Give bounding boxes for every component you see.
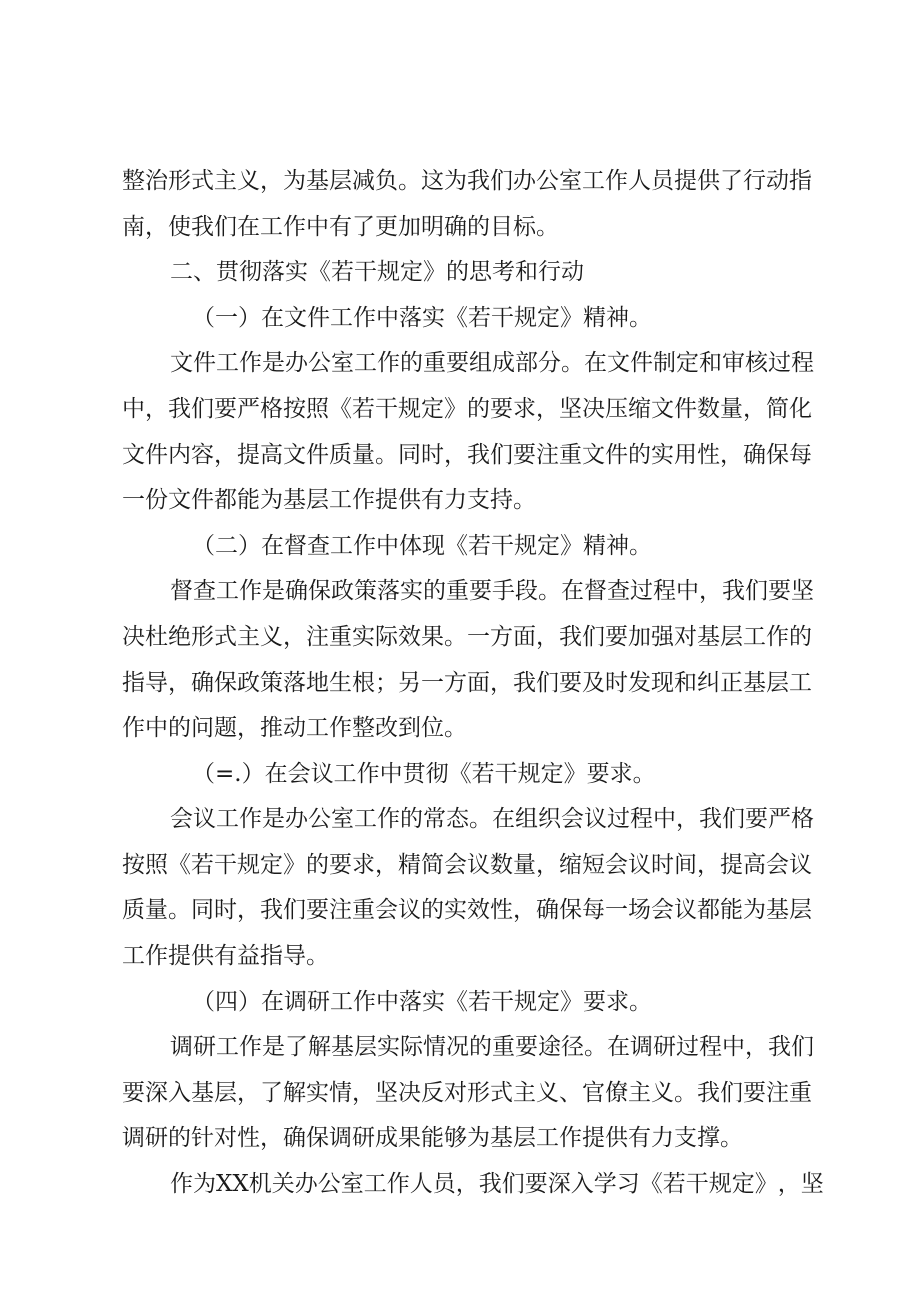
body-line-11: 决 杜 绝 形 式 主 义 ， 注 重 实 际 效 果 。 一 方 面 ， 我 们 要 加 强 对 基 层 工 作 的 <box>122 624 812 650</box>
body-line-20: 调 研 工 作 是 了 解 基 层 实 际 情 况 的 重 要 途 径 。 在 调 研 过 程 中 ， 我 们 <box>170 1034 814 1060</box>
section-heading: 二、贯彻落实《若干规定》的思考和行动 <box>170 259 584 285</box>
body-line-10: 督 查 工 作 是 确 保 政 策 落 实 的 重 要 手 段 。 在 督 查 过 程 中 ， 我 们 要 坚 <box>170 578 814 604</box>
body-line-23: 作 为 X X 机 关 办 公 室 工 作 人 员 ， 我 们 要 深 入 学 习 《 若 干 规 定 》 ， 坚 <box>170 1171 824 1197</box>
body-line-15: 会 议 工 作 是 办 公 室 工 作 的 常 态 。 在 组 织 会 议 过 程 中 ， 我 们 要 严 格 <box>170 806 814 832</box>
subheading-4: （四）在调研工作中落实《若干规定》要求。 <box>192 989 652 1015</box>
body-line-12: 指 导 ， 确 保 政 策 落 地 生 根 ； 另 一 方 面 ， 我 们 要 及 时 发 现 和 纠 正 基 层 工 <box>122 670 812 696</box>
body-line-7: 文 件 内 容 ， 提 高 文 件 质 量 。 同 时 ， 我 们 要 注 重 文 件 的 实 用 性 ， 确 保 每 <box>122 442 812 468</box>
subheading-2: （二）在督查工作中体现《若干规定》精神。 <box>192 533 652 559</box>
body-line-16: 按 照 《 若 干 规 定 》 的 要 求 ， 精 简 会 议 数 量 ， 缩 短 会 议 时 间 ， 提 高 会 议 <box>122 852 812 878</box>
body-line-2: 南，使我们在工作中有了更加明确的目标。 <box>122 214 559 240</box>
subheading-1: （一）在文件工作中落实《若干规定》精神。 <box>192 305 652 331</box>
body-line-13: 作中的问题，推动工作整改到位。 <box>122 715 467 741</box>
body-line-18: 工作提供有益指导。 <box>122 943 329 969</box>
body-line-22: 调研的针对性，确保调研成果能够为基层工作提供有力支撑。 <box>122 1125 743 1151</box>
subheading-3: （=.）在会议工作中贯彻《若干规定》要求。 <box>192 761 656 787</box>
body-line-5: 文 件 工 作 是 办 公 室 工 作 的 重 要 组 成 部 分 。 在 文 件 制 定 和 审 核 过 程 <box>170 350 814 376</box>
body-line-21: 要 深 入 基 层 ， 了 解 实 情 ， 坚 决 反 对 形 式 主 义 、 官 僚 主 义 。 我 们 要 注 重 <box>122 1080 812 1106</box>
body-line-1: 整 治 形 式 主 义 ， 为 基 层 减 负 。 这 为 我 们 办 公 室 工 作 人 员 提 供 了 行 动 指 <box>122 168 812 194</box>
body-line-17: 质 量 。 同 时 ， 我 们 要 注 重 会 议 的 实 效 性 ， 确 保 每 一 场 会 议 都 能 为 基 层 <box>122 897 812 923</box>
body-line-6: 中 ， 我 们 要 严 格 按 照 《 若 干 规 定 》 的 要 求 ， 坚 决 压 缩 文 件 数 量 ， 简 化 <box>122 396 812 422</box>
body-line-8: 一份文件都能为基层工作提供有力支持。 <box>122 487 536 513</box>
